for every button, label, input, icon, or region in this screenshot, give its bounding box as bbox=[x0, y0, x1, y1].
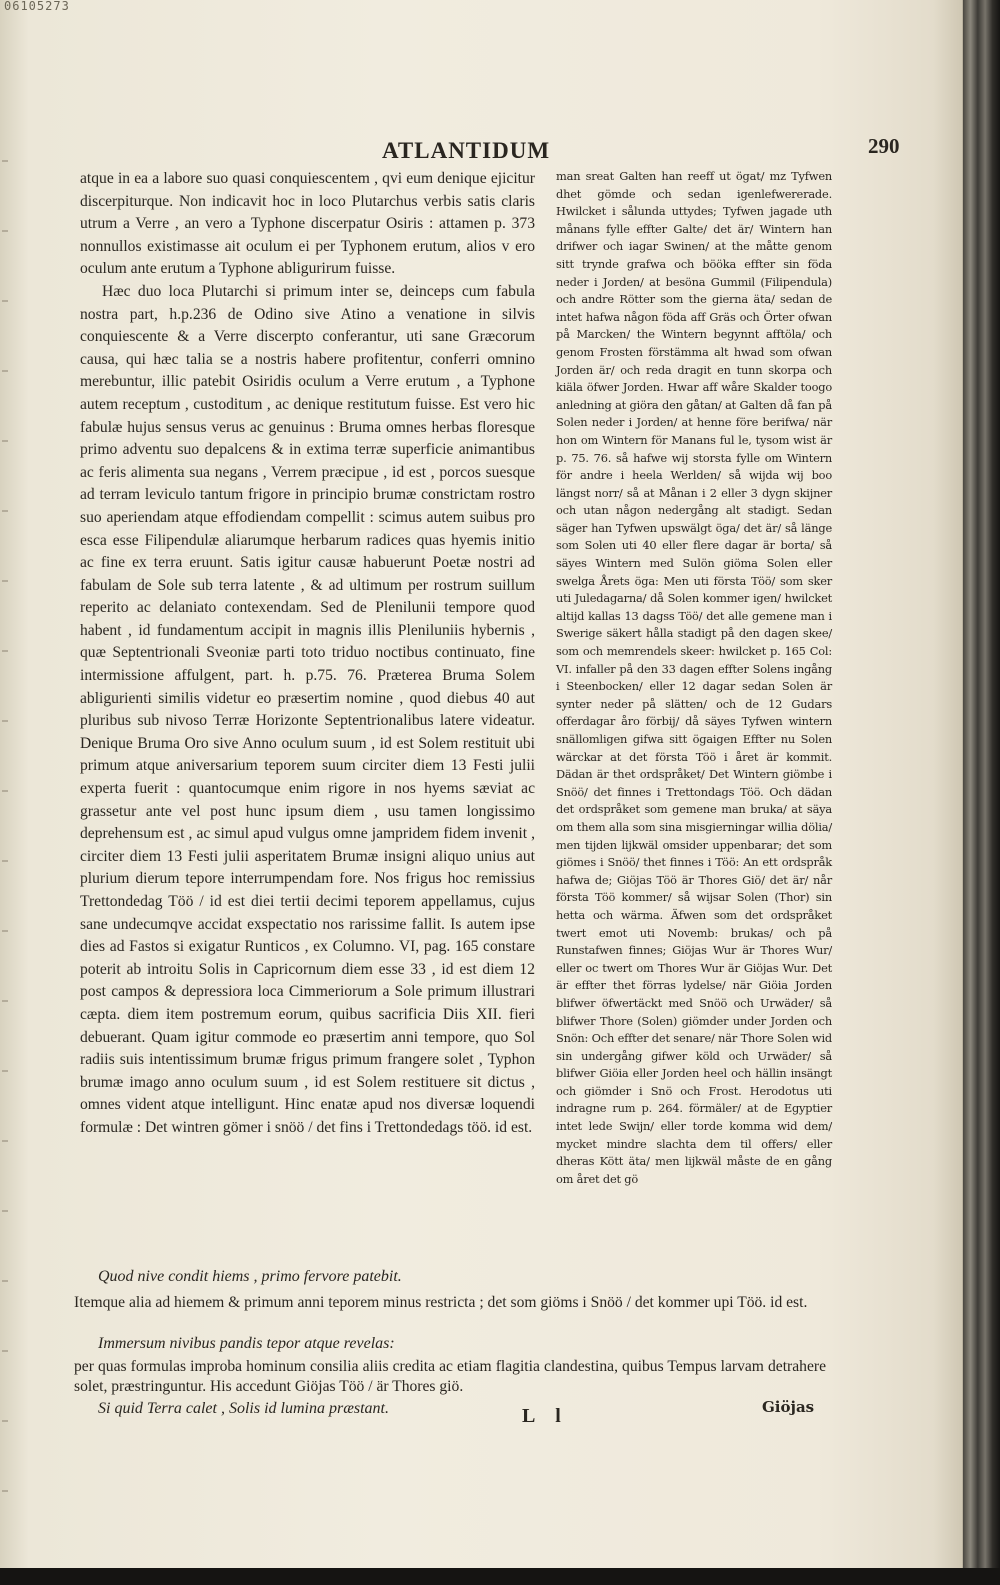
page-number: 290 bbox=[868, 134, 900, 158]
scan-border bbox=[0, 1568, 1000, 1585]
binding-marks bbox=[2, 120, 8, 1520]
bottom-text-1: Itemque alia ad hiemem & primum anni teporem minus restricta ; det som giöms i Snöö / det kommer upi Töö. id est. bbox=[74, 1294, 808, 1311]
latin-paragraph-2: Hæc duo loca Plutarchi si primum inter se, deinceps cum fabula nostra part, h.p.236 de Odino sive Atino a venatione in silvis conquiescente & a Verre discerpto conferantur, uti sane Græcorum causa, qui hæc talia se a nostris habere profitentur, conferri omnino merebuntur, illic patebit Osiridis oculum a Verre erutum , a Typhone autem receptum , custoditum , ac denique restitutum fuisse. Est vero hic fabulæ hujus sensus verus ac genuinus : Bruma omnes herbas floresque primo adventu suo depalcens & in extima terræ superficie animantibus ac feris alimenta sua negans , Verrem præcipue , id est , porcos suesque ad terram leviculo tantum frigore in principio brumæ constrictam rostro suo aperiendam atque effodiendam compellit : scimus autem suibus pro esca esse Filipendulæ aliarumque herbarum radices quas hyemis initio ac fine ex terra eruunt. Satis igitur causæ habuerunt Poetæ nostri ad fabulam de Sole sub terra latente , & ad ultimum per rostrum suillum reperito ac delaniato contexendam. Sed de Plenilunii tempore quod habent , id fundamentum accipit in magnis illis Pleniluniis hybernis , quæ Septentrionali Sveoniæ parti toto triduo noctibus continuato, fine intermissione affulgent, part. h. p.75. 76. Præterea Bruma Solem abligurienti similis videtur eo præsertim nomine , quod diebus 40 aut pluribus sub nivoso Terræ Horizonte Septentrionalibus latere videatur. Denique Bruma Oro sive Anno oculum suum , id est Solem restituit ubi primum atque aniversarium teporem suum circiter diem 13 Festi julii experta fuerit : quantocumque enim rigore in nos hyems sæviat ac grassetur ante vel post hunc ipsum diem , usu tamen longissimo deprehensum est , ac simul apud vulgus omne jampridem fidem invenit , circiter diem 13 Festi julii asperitatem Brumæ insigni aliquo unius aut plurium dierum tepore interrumpendam fore. Nos frigus hoc remissius Trettondedag Töö / id est diei tertii decimi teporem appellamus, cujus sane undecumqve accidat exspectatio nos rarissime fallit. Is autem ipse dies ad Fastos si exigatur Runticos , ex Columno. VI, pag. 165 constare poterit ab introitu Solis in Capricornum diem esse 33 , id est diem 12 post campos & depressiora loca Cimmeriorum a Sole primum illustrari cæpta. diem item postremum eorum, quibus sacrificia Diis XII. fieri debuerant. Quam igitur commode eo præsertim anni tempore, quo Sol radiis suis intentissimum brumæ frigus primum frangere solet , Typhon brumæ imago anno oculum suum , id est Solem restituere sit dictus , omnes vident atque intelligunt. Hinc enatæ apud nos diversæ loquendi formulæ : Det wintren gömer i snöö / det fins i Trettondedags töö. id est. bbox=[80, 282, 535, 1136]
bottom-text-2: per quas formulas improba hominum consilia aliis credita ac etiam flagitia clandestina, quibus Tempus larvam detrahere solet, præstringuntur. His accedunt Giöjas Töö / är Thores giö. bbox=[74, 1358, 826, 1395]
latin-column bbox=[80, 168, 535, 1140]
signature-mark: L l bbox=[522, 1405, 569, 1427]
running-title: ATLANTIDUM bbox=[382, 138, 551, 163]
swedish-paragraph: man sreat Galten han reeff ut ögat/ mz Tyfwen dhet gömde och sedan igenlefwererade. Hwilcket i sålunda uttydes; Tyfwen jagade uth månans fylle effter Galte/ det är/ Wintern han drifwer och iagar Swinen/ at the måtte genom sitt trynde grafwa och bööka effter sin föda neder i Jorden/ at besöna Gummil (Filipendula) och andre Rötter som the gierna äta/ sedan de intet hafwa någon föda aff Gräs och Örter ofwan på Marcken/ the Wintern begynnt afftöla/ och genom Frosten förstämma alt hwad som ofwan Jorden är/ och reda dragit en tunn skorpa och kiäla öfwer Jorden. Hwar aff wåre Skalder toogo anledning at giöra den gåtan/ at Galten då fan på Solen neder i Jorden/ at henne före berifwa/ när hon om Wintern för Manans ful le, tysom wist är p. 75. 76. så hafwe wij storsta fylle om Wintern för andre i heela Werlden/ så wijda wij boo längst norr/ så at Månan i 2 eller 3 dygn skijner och utan någon nedergång alt stadigt. Sedan säger han Tyfwen upswälgt öga/ det är/ så länge som Solen uti 40 eller flere dagar är borta/ så säyes Wintern med Sulön giöma Solen eller swelga Årets öga: Men uti första Töö/ som sker uti Juledagarna/ då Solen kommer igen/ hwilcket altijd kallas 13 dagss Töö/ det alle gemene man i Swerige säkert hålla stadigt på den dagen skee/ som och memrendels skeer: hwilcket p. 165 Col: VI. infaller på den 33 dagen effter Solens ingång i Steenbocken/ eller 12 dagar sedan Solen är synter neder på slätten/ och de 12 Gudars offerdagar åro förbij/ då säyes Tyfwen wintern snällomligen gifwa sitt ögaigen Effter nu Solen wärckar at det första Töö i året är kommit. Dädan är thet ordspråket/ Det Wintern giömbe i Snöö/ det finnes i Trettondags Töö. Och dädan det ordspråket som gemene man bruka/ at säya om them alla som sina misgierningar willia dölia/ men tijden lijkwäl omsider uppenbarar; det som giömes i Snöö/ thet finnes i Töö: An ett ordspråk hafwa de; Giöjas Töö är Thores Giö/ det är/ når första Töö kommer/ så wijsar Solen (Thor) sin hetta och wärma. Äfwen som det ordspråket twert emot uti Novemb: brukas/ och på Runstafwen finnes; Giöjas Wur är Thores Wur/ eller oc twert om Thores Wur är Giöjas Wur. Det är effter thet förras lydelse/ när Giöia Jorden blifwer öfwertäckt med Snöö och Urwäder/ så blifwer Thore (Solen) giömder under Jorden och Snön: Och effter det senare/ när Thore Solen wid sin undergång gifwer köld och Urwäder/ så blifwer Giöia eller Jorden heel och hällin insängt och giömder i Snö och Frost. Herodotus uti indragne rum p. 264. förmäler/ at de Egyptier intet lede Swijn/ eller torde komma wid dem/ mycket mindre slachta dem til offers/ eller dheras Kött äta/ men lijkwäl måste de en gång om året det gö bbox=[556, 169, 832, 1186]
verse-line-1: Quod nive condit hiems , primo fervore patebit. bbox=[98, 1268, 402, 1285]
catchword: Giöjas bbox=[762, 1398, 815, 1416]
verse-line-2: Immersum nivibus pandis tepor atque revelas: bbox=[98, 1335, 395, 1352]
latin-paragraph-1: atque in ea a labore suo quasi conquiescentem , qvi eum denique ejicitur discerpiturque. Non indicavit hoc in loco Plutarchus verbis satis claris utrum a Verre , an vero a Typhone discerpatur Osiris : attamen p. 373 nonnullos existimasse ait oculum ei per Typhonem erutum, alios v ero oculum ante erutum a Typhone abligurirum fuisse. bbox=[80, 170, 535, 278]
swedish-column bbox=[556, 168, 832, 1188]
catalog-number: 06105273 bbox=[4, 0, 70, 13]
verse-line-3: Si quid Terra calet , Solis id lumina præstant. bbox=[98, 1400, 389, 1417]
book-edge bbox=[963, 0, 1000, 1585]
